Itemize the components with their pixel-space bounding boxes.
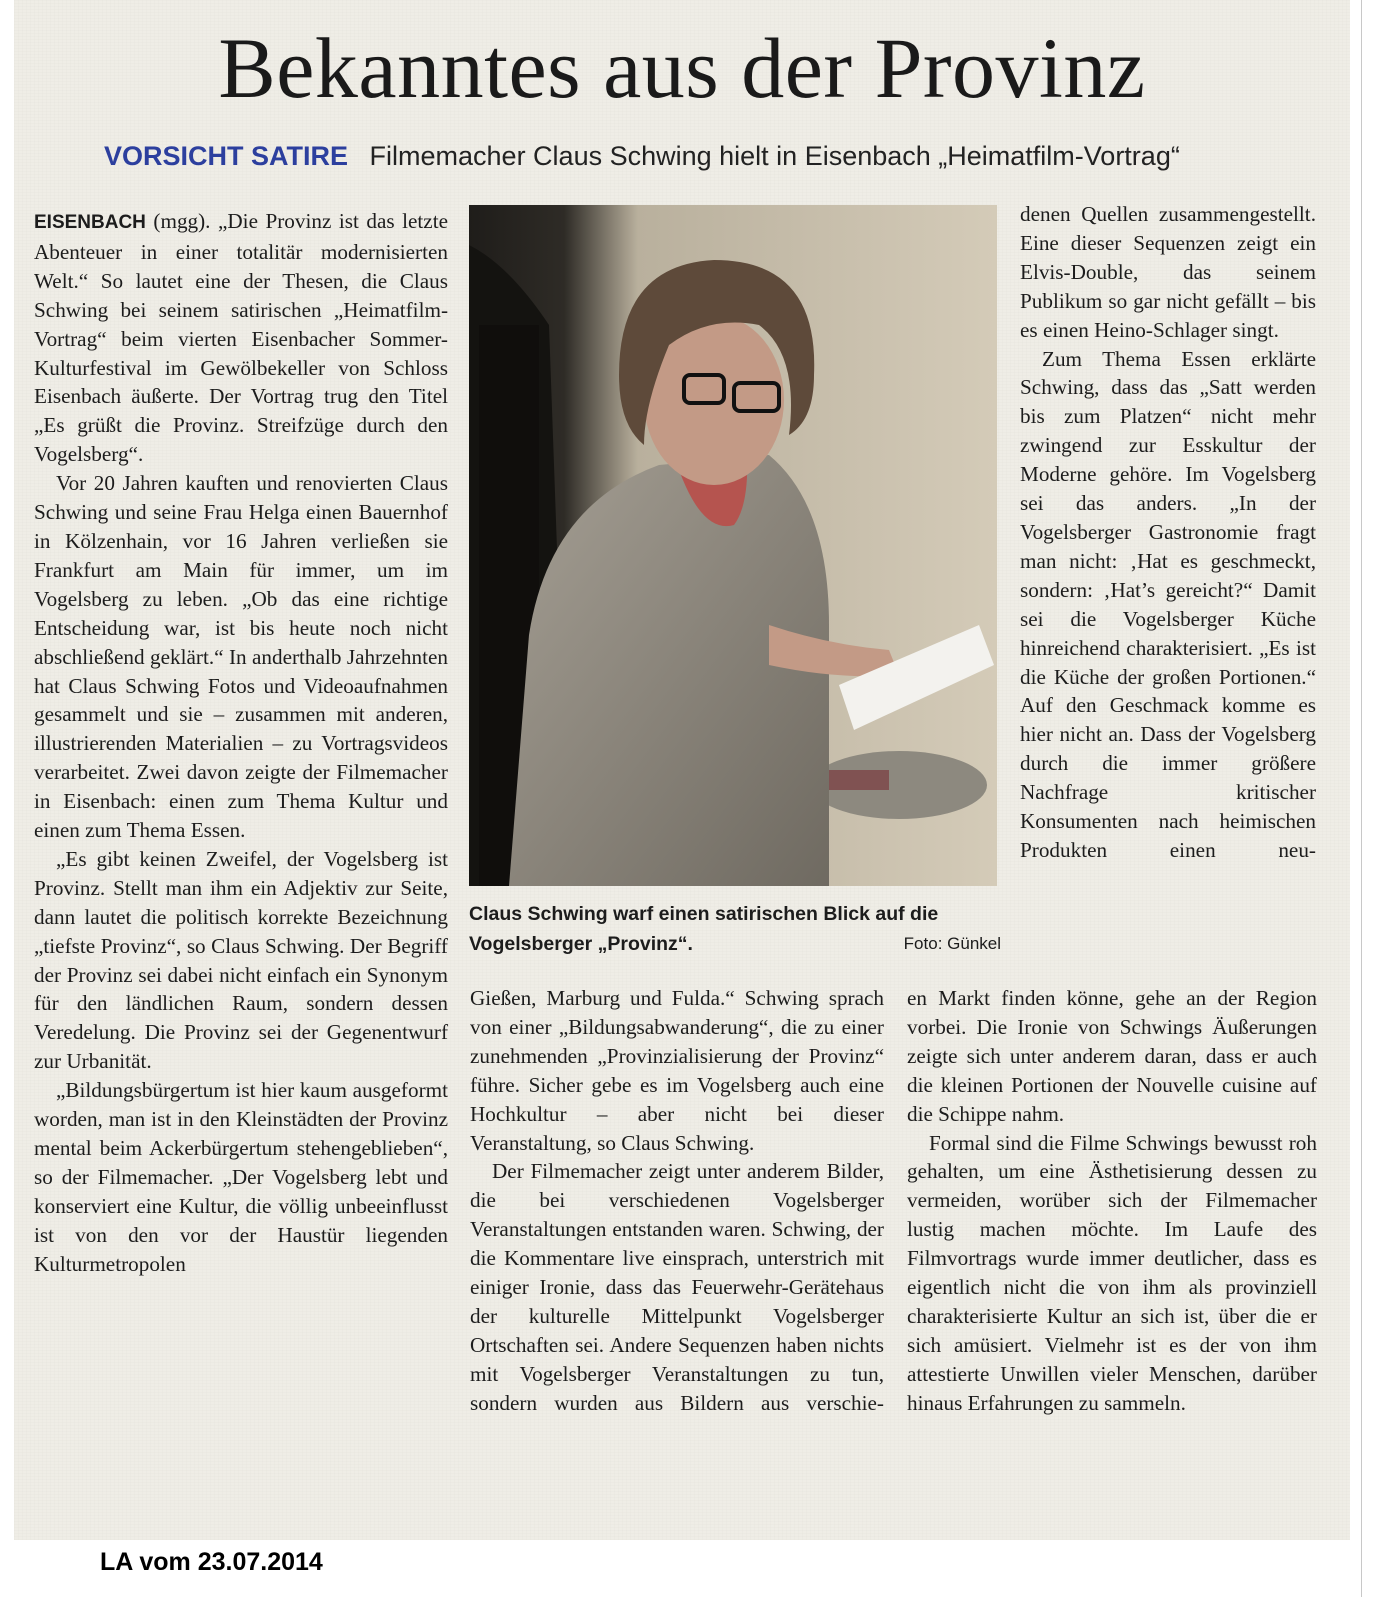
article-photo	[469, 205, 997, 886]
article-column-2	[470, 984, 884, 1418]
paragraph: en Markt finden könne, gehe an der Region vorbei. Die Ironie von Schwings Äußerungen zeigte sich unter anderem daran, dass er auch die kleinen Portionen der Nouvelle cuisine auf die Schippe nahm.	[907, 986, 1317, 1126]
article-column-4	[907, 984, 1317, 1418]
lead-text: (mgg). „Die Provinz ist das letzte Abenteuer in einer totalitär modernisierten Welt.“ So lautet eine der Thesen, die Claus Schwing bei seinem satirischen „Heimatfilm-Vortrag“ beim vierten Eisenbacher Sommer-Kulturfestival im Gewölbekeller von Schloss Eisenbach äußerte. Der Vortrag trug den Titel „Es grüßt die Provinz. Streifzüge durch den Vogelsberg“.	[34, 209, 448, 467]
dateline: EISENBACH	[34, 212, 146, 233]
headline: Bekanntes aus der Provinz	[218, 20, 1146, 116]
lead-paragraph	[34, 207, 448, 469]
subheadline: Filmemacher Claus Schwing hielt in Eisenbach „Heimatfilm-Vortrag“	[369, 141, 1180, 171]
paragraph: Zum Thema Essen erklärte Schwing, dass das „Satt werden bis zum Platzen“ nicht mehr zwingend zur Esskultur der Moderne gehöre. Im Vogelsberg sei das anders. „In der Vogelsberger Gastronomie fragt man nicht: ‚Hat es geschmeckt, sondern: ‚Hat’s gereicht?“ Damit sei die Vogelsberger Küche hinreichend charakterisiert. „Es ist die Küche der großen Portionen.“ Auf den Geschmack komme es hier nicht an. Dass der Vogelsberg durch die immer größere Nachfrage kritischer Konsumenten nach heimischen Produkten einen neu-	[1020, 346, 1316, 862]
paragraph: Vor 20 Jahren kauften und renovierten Claus Schwing und seine Frau Helga einen Bauernhof in Kölzenhain, vor 16 Jahren verließen sie Frankfurt am Main für immer, um im Vogelsberg zu leben. „Ob das eine richtige Entscheidung war, ist bis heute noch nicht abschließend geklärt.“ In anderthalb Jahrzehnten hat Claus Schwing Fotos und Videoaufnahmen gesammelt und sie – zusammen mit anderen, illustrierenden Materialien – zu Vortragsvideos verarbeitet. Zwei davon zeigte der Filmemacher in Eisenbach: einen zum Thema Kultur und einen zum Thema Essen.	[34, 471, 448, 843]
source-date-label: LA vom 23.07.2014	[100, 1548, 323, 1576]
scan-edge-line	[1361, 0, 1362, 1597]
paragraph: „Bildungsbürgertum ist hier kaum ausgeformt worden, man ist in den Kleinstädten der Provinz mental beim Ackerbürgertum stehengeblieben“, so der Filmemacher. „Der Vogelsberg lebt und konserviert eine Kultur, die völlig unbeeinflusst ist von den vor der Haustür liegenden Kulturmetropolen	[34, 1078, 448, 1276]
paragraph: Der Filmemacher zeigt unter anderem Bilder, die bei verschiedenen Vogelsberger Veranstaltungen entstanden waren. Schwing, der die Kommentare live einsprach, unterstrich mit einiger Ironie, dass das Feuerwehr-Gerätehaus der kulturelle Mittelpunkt Vogelsberger Ortschaften sei. Andere Sequenzen haben nichts mit Vogelsberger Veranstaltungen zu tun, sondern wurden aus Bildern aus verschie-	[470, 1159, 884, 1415]
paragraph: Formal sind die Filme Schwings bewusst roh gehalten, um eine Ästhetisierung dessen zu vermeiden, worüber sich der Filmemacher lustig machen möchte. Im Laufe des Filmvortrags wurde immer deutlicher, dass es eigentlich nicht die von ihm als provinziell charakterisierte Kultur an sich ist, über die er sich amüsiert. Vielmehr ist es der von ihm attestierte Unwillen vieler Menschen, darüber hinaus Erfahrungen zu sammeln.	[907, 1130, 1317, 1415]
article-column-3	[1020, 200, 1316, 865]
paragraph: „Es gibt keinen Zweifel, der Vogelsberg ist Provinz. Stellt man ihm ein Adjektiv zur Seite, dann lautet die politisch korrekte Bezeichnung „tiefste Provinz“, so Claus Schwing. Der Begriff der Provinz sei dabei nicht einfach ein Synonym für den ländlichen Raum, sondern dessen Veredelung. Die Provinz sei der Gegenentwurf zur Urbanität.	[34, 846, 448, 1074]
subheadline-row	[104, 138, 1344, 174]
kicker: VORSICHT SATIRE	[104, 141, 349, 171]
paragraph: Gießen, Marburg und Fulda.“ Schwing sprach von einer „Bildungsabwanderung“, die zu einer zunehmenden „Provinzialisierung der Provinz“ führe. Sicher gebe es im Vogelsberg auch eine Hochkultur – aber nicht bei dieser Veranstaltung, so Claus Schwing.	[470, 986, 884, 1155]
paragraph: denen Quellen zusammengestellt. Eine dieser Sequenzen zeigt ein Elvis-Double, das seinem Publikum so gar nicht gefällt – bis es einen Heino-Schlager singt.	[1020, 202, 1316, 342]
newspaper-clipping	[14, 0, 1350, 1540]
article-column-1	[34, 207, 448, 1279]
photo-caption	[469, 899, 1001, 959]
photo-credit: Foto: Günkel	[903, 934, 1001, 953]
caption-text: Claus Schwing warf einen satirischen Blick auf die Vogelsberger „Provinz“.	[469, 903, 939, 955]
